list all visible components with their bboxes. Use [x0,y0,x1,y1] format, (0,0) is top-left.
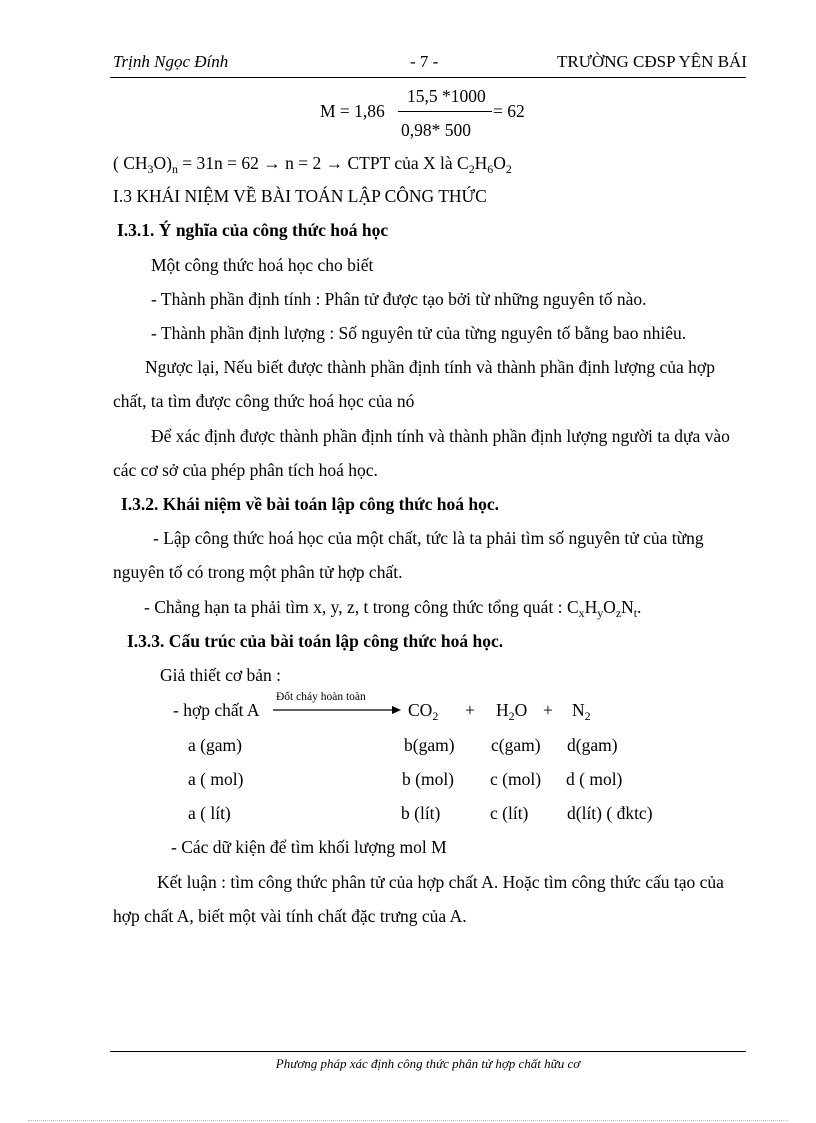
heading-1-3-3: I.3.3. Cấu trúc của bài toán lập công thức hoá học. [127,631,504,651]
general-formula: $C_xH_yO_zN_t$. [566,597,642,621]
row-gam-b: b(gam) [404,735,455,755]
formula-lhs: M = 1,86 [320,101,385,121]
row-mol-c: c (mol) [490,769,542,789]
s131-intro: Một công thức hoá học cho biết [151,255,374,275]
row-gam-c: c(gam) [491,735,541,755]
s131-para2-line2: các cơ sở của phép phân tích hoá học. [113,460,378,480]
row-lit-a: a ( lít) [188,803,231,823]
header-divider [110,77,746,78]
ctpt-line: ( $CH_3O)_n = 31n = 62 \to n = 2$ → CTPT của X là $C_2H_6O_2$ [113,153,512,177]
fraction-bar [398,111,492,112]
s132-line2: nguyên tố có trong một phân tử hợp chất. [113,562,403,582]
page-bottom-edge [28,1120,788,1121]
header-school: TRƯỜNG CĐSP YÊN BÁI [557,52,747,71]
header-page-number: - 7 - [410,52,439,71]
row-mol-d: d ( mol) [566,769,623,789]
s131-para1-line2: chất, ta tìm được công thức hoá học của nó [113,391,415,411]
row-lit-b: b (lít) [401,803,441,823]
s132-line1: - Lập công thức hoá học của một chất, tức là ta phải tìm số nguyên tử của từng [153,528,704,548]
formula-numerator: 15,5 *1000 [407,86,486,106]
formula-rhs: = 62 [493,101,525,121]
s131-para2-line1: Để xác định được thành phần định tính và thành phần định lượng người ta dựa vào [151,426,730,446]
arrow-label: Đốt cháy hoàn toàn [276,691,366,703]
row-gam-d: d(gam) [567,735,618,755]
product-n2: $N_2$ [572,700,591,724]
s133-conclusion-line1: Kết luận : tìm công thức phân tử của hợp chất A. Hoặc tìm công thức cấu tạo của [157,872,724,892]
s131-item-qualitative: - Thành phần định tính : Phân tử được tạo bởi từ những nguyên tố nào. [151,289,647,309]
plus-sign: + [543,700,553,720]
formula-denominator: 0,98* 500 [401,120,471,140]
s131-para1-line1: Ngược lại, Nếu biết được thành phần định tính và thành phần định lượng của hợp [145,357,715,377]
section-title: I.3 KHÁI NIỆM VỀ BÀI TOÁN LẬP CÔNG THỨC [113,186,487,206]
footer-divider [110,1051,746,1052]
product-co2: $CO_2$ [408,700,439,724]
s133-data-note: - Các dữ kiện để tìm khối lượng mol M [171,837,447,857]
row-lit-d: d(lít) ( đktc) [567,803,653,823]
s131-item-quantitative: - Thành phần định lượng : Số nguyên tử của từng nguyên tố bằng bao nhiêu. [151,323,687,343]
row-gam-a: a (gam) [188,735,242,755]
heading-1-3-1: I.3.1. Ý nghĩa của công thức hoá học [117,220,389,240]
row-mol-b: b (mol) [402,769,455,789]
plus-sign: + [465,700,475,720]
reactant-compound-a: - hợp chất A [173,700,260,720]
heading-1-3-2: I.3.2. Khái niệm về bài toán lập công thức hoá học. [121,494,500,514]
s132-line3: - Chẳng hạn ta phải tìm x, y, z, t trong công thức tổng quát : $C_xH_yO_zN_t$. [144,597,642,621]
s133-conclusion-line2: hợp chất A, biết một vài tính chất đặc trưng của A. [113,906,467,926]
row-mol-a: a ( mol) [188,769,244,789]
product-h2o: $H_2O$ [496,700,528,724]
s133-assumption: Giả thiết cơ bản : [160,665,282,685]
footer-title: Phương pháp xác định công thức phân tử hợp chất hữu cơ [275,1056,581,1071]
header-author: Trịnh Ngọc Đính [113,52,229,71]
row-lit-c: c (lít) [490,803,529,823]
reaction-arrow-icon [272,704,402,716]
